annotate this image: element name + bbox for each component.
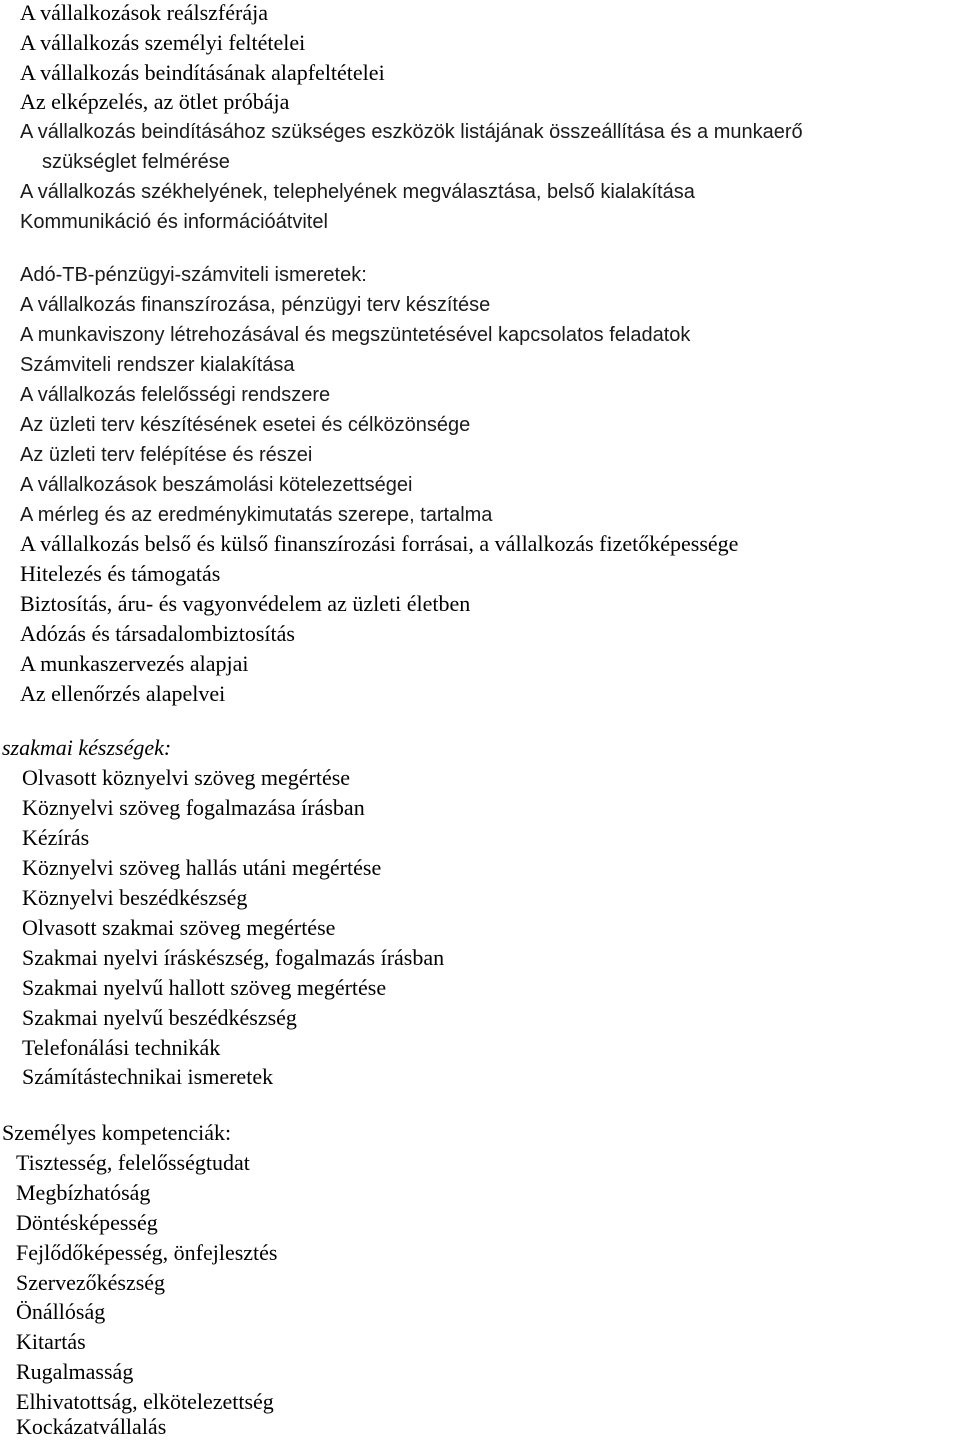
list-item: Köznyelvi szöveg hallás utáni megértése — [22, 855, 382, 880]
list-item: Biztosítás, áru- és vagyonvédelem az üzleti életben — [20, 591, 471, 616]
list-item: Az üzleti terv felépítése és részei — [20, 444, 313, 466]
section-heading: Adó-TB-pénzügyi-számviteli ismeretek: — [20, 264, 367, 286]
list-item: Köznyelvi szöveg fogalmazása írásban — [22, 795, 365, 820]
list-item: Szakmai nyelvű beszédkészség — [22, 1005, 297, 1030]
list-item: A munkaszervezés alapjai — [20, 651, 249, 676]
list-item: A vállalkozás belső és külső finanszírozási forrásai, a vállalkozás fizetőképessége — [20, 531, 739, 556]
list-item: Adózás és társadalombiztosítás — [20, 621, 295, 646]
list-item: Az ellenőrzés alapelvei — [20, 681, 226, 706]
section-heading: szakmai készségek: — [2, 735, 172, 760]
list-item: A munkaviszony létrehozásával és megszüntetésével kapcsolatos feladatok — [20, 324, 691, 346]
list-item: Kézírás — [22, 825, 90, 850]
list-item: Számítástechnikai ismeretek — [22, 1064, 274, 1089]
list-item: Kockázatvállalás — [16, 1414, 167, 1439]
list-item: A vállalkozás felelősségi rendszere — [20, 384, 331, 406]
list-item: Szervezőkészség — [16, 1270, 166, 1295]
list-item: Szakmai nyelvi íráskészség, fogalmazás írásban — [22, 945, 445, 970]
list-item: Számviteli rendszer kialakítása — [20, 354, 295, 376]
list-item: A vállalkozás beindításához szükséges eszközök listájának összeállítása és a munkaerő — [20, 121, 803, 143]
list-item: A mérleg és az eredménykimutatás szerepe, tartalma — [20, 504, 493, 526]
list-item: Szakmai nyelvű hallott szöveg megértése — [22, 975, 387, 1000]
section-heading: Személyes kompetenciák: — [2, 1120, 232, 1145]
list-item: Tisztesség, felelősségtudat — [16, 1150, 250, 1175]
list-item: Fejlődőképesség, önfejlesztés — [16, 1240, 278, 1265]
list-item: Hitelezés és támogatás — [20, 561, 221, 586]
list-item: Elhivatottság, elkötelezettség — [16, 1389, 274, 1414]
list-item: Megbízhatóság — [16, 1180, 151, 1205]
list-item: A vállalkozás személyi feltételei — [20, 30, 306, 55]
list-item: Önállóság — [16, 1299, 106, 1324]
list-item: A vállalkozás székhelyének, telephelyének megválasztása, belső kialakítása — [20, 181, 695, 203]
list-item: A vállalkozások beszámolási kötelezettségei — [20, 474, 413, 496]
list-item: A vállalkozások reálszférája — [20, 0, 268, 25]
list-item: A vállalkozás finanszírozása, pénzügyi terv készítése — [20, 294, 491, 316]
list-item: Telefonálási technikák — [22, 1035, 221, 1060]
list-item: Az üzleti terv készítésének esetei és célközönsége — [20, 414, 471, 436]
list-item: A vállalkozás beindításának alapfeltételei — [20, 60, 385, 85]
list-item-continuation: szükséglet felmérése — [42, 151, 230, 173]
list-item: Olvasott köznyelvi szöveg megértése — [22, 765, 351, 790]
list-item: Rugalmasság — [16, 1359, 134, 1384]
list-item: Kitartás — [16, 1329, 86, 1354]
list-item: Kommunikáció és információátvitel — [20, 211, 328, 233]
list-item: Döntésképesség — [16, 1210, 158, 1235]
list-item: Az elképzelés, az ötlet próbája — [20, 89, 290, 114]
list-item: Olvasott szakmai szöveg megértése — [22, 915, 336, 940]
list-item: Köznyelvi beszédkészség — [22, 885, 248, 910]
